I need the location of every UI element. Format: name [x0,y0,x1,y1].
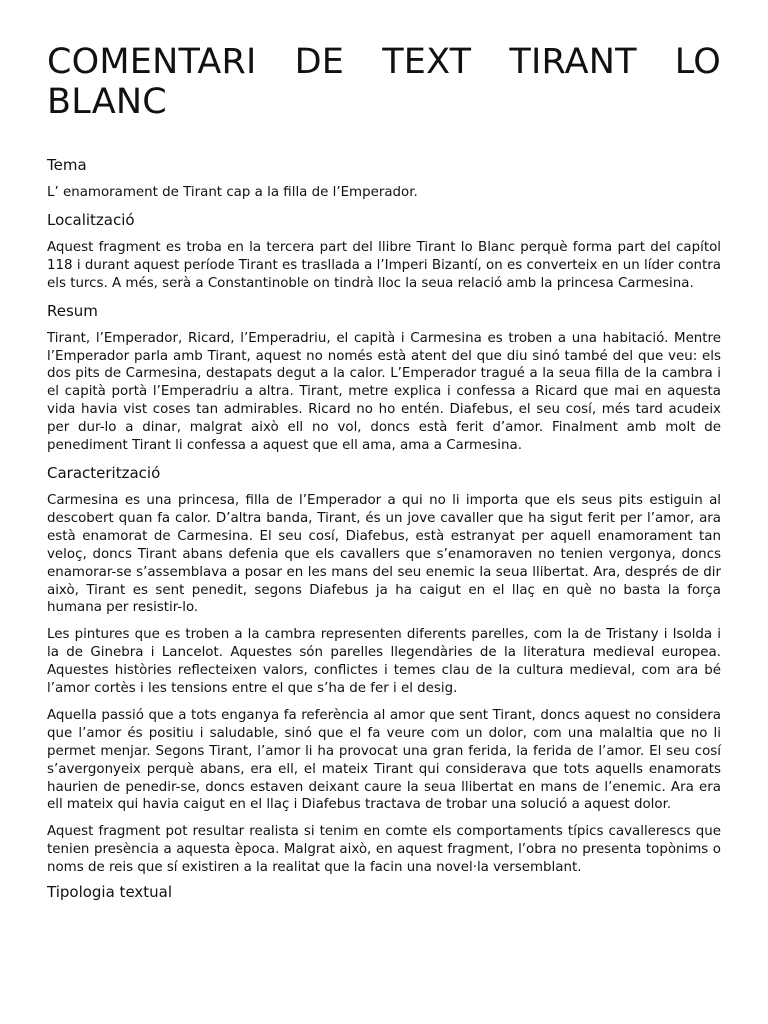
section-heading-localitzacio: Localització [47,210,135,229]
page-title: COMENTARI DE TEXT TIRANT LO BLANC [47,42,721,122]
paragraph-caracteritzacio-4: Aquest fragment pot resultar realista si tenim en comte els comportaments típics cavallerescs que tenien presència a aquesta època. Malgrat això, en aquest fragment, l’obra no presenta topònims o noms de reis que sí existiren a la realitat que la facin una novel·la versemblant. [47,824,721,876]
section-heading-caracteritzacio: Caracterització [47,463,161,482]
section-heading-tema: Tema [47,156,87,174]
paragraph-localitzacio: Aquest fragment es troba en la tercera part del llibre Tirant lo Blanc perquè forma part del capítol 118 i durant aquest període Tirant es trasllada a l’Imperi Bizantí, on es converteix en un líder contra els turcs. A més, serà a Constantinoble on tindrà lloc la seua relació amb la princesa Carmesina. [47,239,721,291]
paragraph-caracteritzacio-2: Les pintures que es troben a la cambra representen diferents parelles, com la de Tristany i Isolda i la de Ginebra i Lancelot. Aquestes són parelles llegendàries de la literatura medieval europea. Aquestes històries reflecteixen valors, conflictes i temes clau de la cultura medieval, com ara bé l’amor cortès i les tensions entre el que s’ha de fer i el desig. [47,627,721,697]
paragraph-resum: Tirant, l’Emperador, Ricard, l’Emperadriu, el capità i Carmesina es troben a una habitació. Mentre l’Emperador parla amb Tirant, aquest no només està atent del que diu sinó també del que veu: els dos pits de Carmesina, destapats degut a la calor. L’Emperador tragué a la seua filla de la cambra i el capità portà l’Emperadriu a altra. Tirant, metre explica i confessa a Ricard que mai en aquesta vida havia vist coses tan admirables. Ricard no ho entén. Diafebus, el seu cosí, més tard acudeix per dur-lo a dinar, malgrat això ell no vol, doncs està ferit d’amor. Finalment amb molt de penediment Tirant li confessa a aquest que ell ama, ama a Carmesina. [47,330,721,454]
section-heading-resum: Resum [47,301,98,320]
paragraph-caracteritzacio-1: Carmesina es una princesa, filla de l’Emperador a qui no li importa que els seus pits estiguin al descobert quan fa calor. D’altra banda, Tirant, és un jove cavaller que ha sigut ferit per l’amor, ara està enamorat de Carmesina. El seu cosí, Diafebus, està estranyat per aquell enamorament tan veloç, doncs Tirant abans defenia que els cavallers que s’enamoraven no tenien vergonya, doncs enamorar-se s’assemblava a posar en les mans del seu enemic la seua llibertat. Ara, després de dir això, Tirant es sent penedit, segons Diafebus ja ha caigut en el llaç en què no basta la força humana per resistir-lo. [47,492,721,616]
paragraph-tema: L’ enamorament de Tirant cap a la filla de l’Emperador. [47,185,418,200]
paragraph-caracteritzacio-3: Aquella passió que a tots enganya fa referència al amor que sent Tirant, doncs aquest no considera que l’amor és positiu i saludable, sinó que el fa veure com un dolor, com una malaltia que no li permet menjar. Segons Tirant, l’amor li ha provocat una gran ferida, la ferida de l’amor. El seu cosí s’avergonyeix perquè abans, era ell, el mateix Tirant qui considerava que tots aquells enamorats haurien de penedir-se, doncs estaven deixant caure la seua llibertat en mans de l’enemic. Ara era ell mateix qui havia caigut en el llaç i Diafebus tractava de trobar una solució a aquest dolor. [47,707,721,813]
section-heading-tipologia-textual: Tipologia textual [47,883,173,902]
